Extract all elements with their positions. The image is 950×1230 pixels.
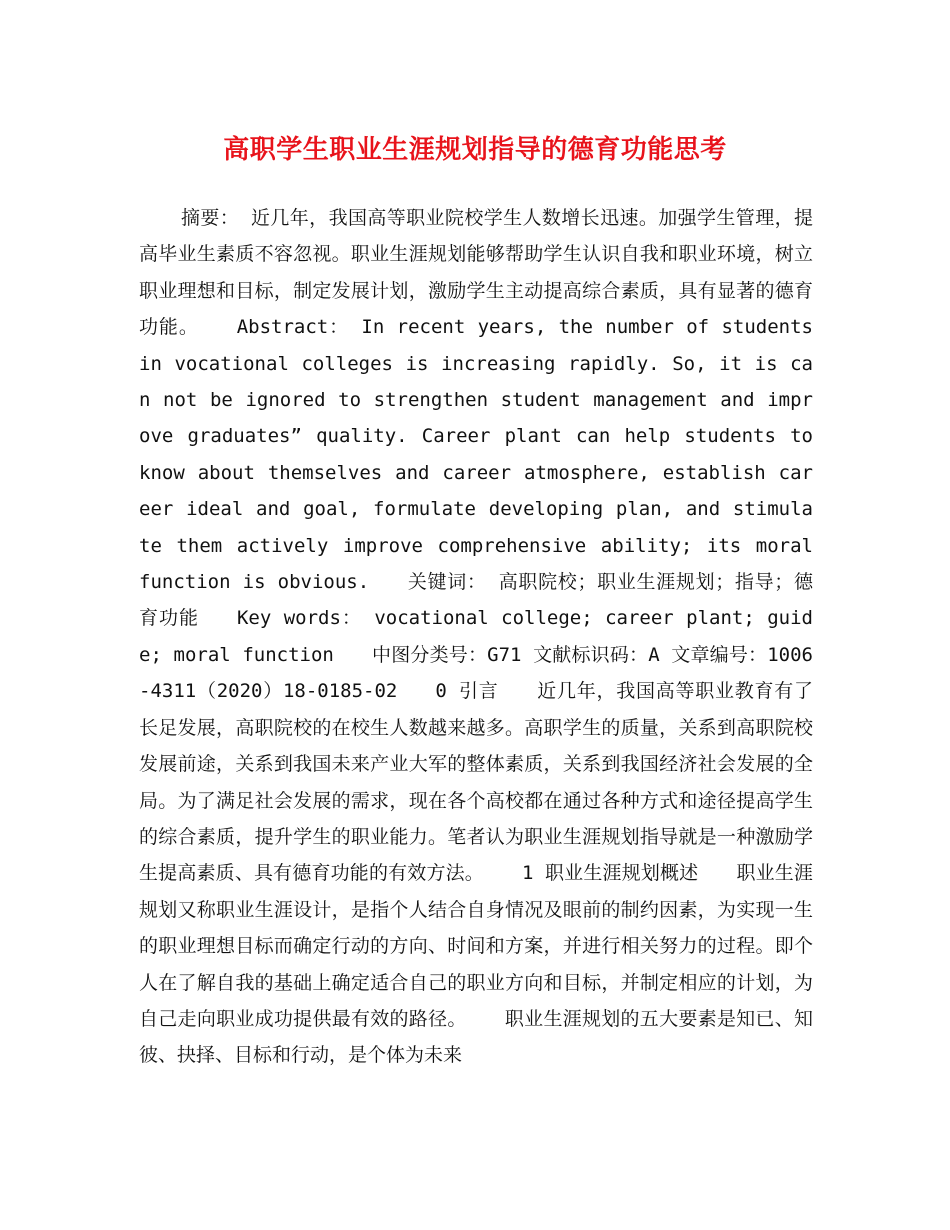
classification-info: 中图分类号：G71 文献标识码：A 文章编号：1006-4311（2020）18-0185-02 [139, 643, 813, 703]
paper-title: 高职学生职业生涯规划指导的德育功能思考 [223, 135, 727, 165]
abstract-en: Abstract： In recent years, the number of students in vocational colleges is increasing rapidly. So, it is can not be ignored to strengthen student management and improve graduates” quality. Career plant can help students to know about themselves and career atmosphere, establish career ideal and goal, formulate developing plan, and stimulate them actively improve comprehensive ability; its moral function is obvious. [139, 316, 813, 594]
section-1-paragraph-2: 职业生涯规划的五大要素是知已、知彼、抉择、目标和行动，是个体为未来 [139, 1007, 813, 1067]
body-paragraph [139, 200, 813, 1074]
keywords-cn: 关键词： 高职院校；职业生涯规划；指导；德育功能 [139, 571, 813, 630]
abstract-cn: 摘要： 近几年，我国高等职业院校学生人数增长迅速。加强学生管理，提高毕业生素质不容忽视。职业生涯规划能够帮助学生认识自我和职业环境，树立职业理想和目标，制定发展计划，激励学生主动提高综合素质，具有显著的德育功能。 [139, 207, 813, 339]
section-1-paragraph: 职业生涯规划又称职业生涯设计，是指个人结合自身情况及眼前的制约因素，为实现一生的职业理想目标而确定行动的方向、时间和方案，并进行相关努力的过程。即个人在了解自我的基础上确定适合自己的职业方向和目标，并制定相应的计划，为自己走向职业成功提供最有效的路径。 [139, 862, 813, 1030]
keywords-en: Key words： vocational college; career plant; guide; moral function [139, 607, 813, 666]
section-heading-intro: 0 引言 [435, 680, 499, 703]
intro-paragraph: 近几年，我国高等职业教育有了长足发展，高职院校的在校生人数越来越多。高职学生的质量，关系到高职院校发展前途，关系到我国未来产业大军的整体素质，关系到我国经济社会发展的全局。为了满足社会发展的需求，现在各个高校都在通过各种方式和途径提高学生的综合素质，提升学生的职业能力。笔者认为职业生涯规划指导就是一种激励学生提高素质、具有德育功能的有效方法。 [139, 680, 813, 885]
section-heading-1: 1 职业生涯规划概述 [521, 862, 699, 885]
